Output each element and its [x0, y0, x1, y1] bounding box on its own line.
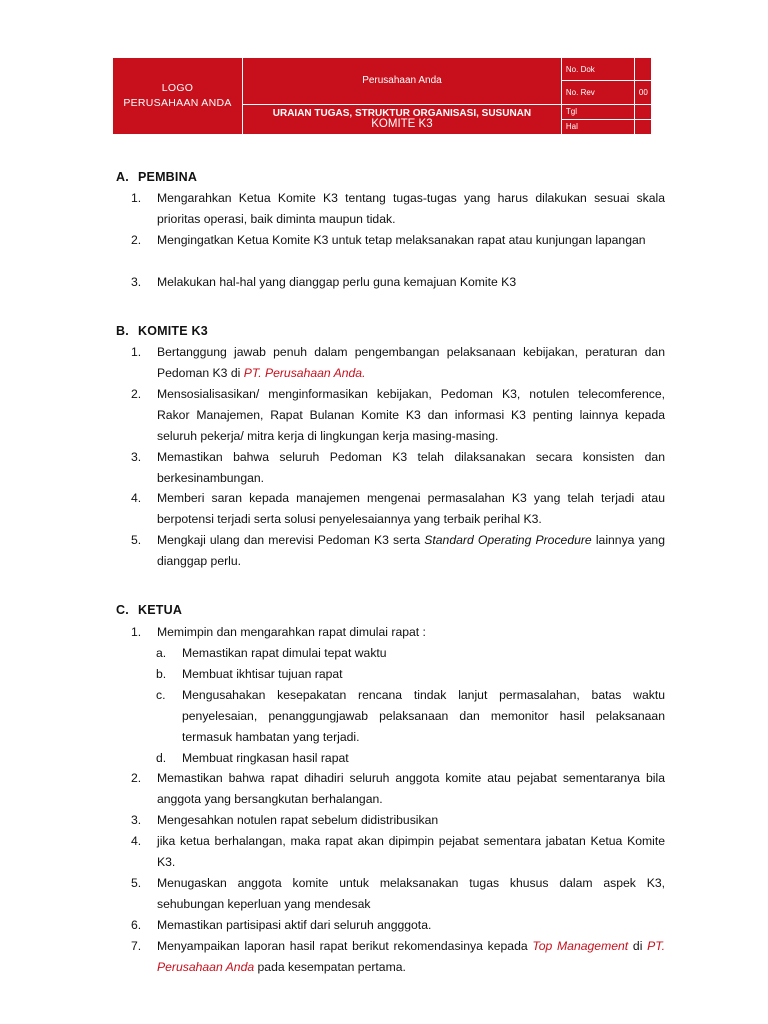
list-item: 2. Memastikan bahwa rapat dihadiri seluruh anggota komite atau pejabat sementaranya bila anggota yang bersangkutan berhalangan. — [131, 771, 665, 806]
sub-list-item: a. Memastikan rapat dimulai tepat waktu — [156, 646, 387, 660]
list-item: 5. Menugaskan anggota komite untuk melaksanakan tugas khusus dalam aspek K3, sehubungan keperluan yang mendesak — [131, 876, 665, 911]
list-item: 2. Mensosialisasikan/ menginformasikan kebijakan, Pedoman K3, notulen telecomference, Rakor Manajemen, Rapat Bulanan Komite K3 dan informasi K3 penting lainnya kepada seluruh pekerja/ mitra kerja di lingkungan kerja masing-masing. — [131, 387, 665, 443]
list-item: 1. Memimpin dan mengarahkan rapat dimulai rapat : — [131, 625, 426, 639]
list-item: 3. Mengesahkan notulen rapat sebelum didistribusikan — [131, 813, 439, 827]
list-item: 6. Memastikan partisipasi aktif dari seluruh angggota. — [131, 918, 432, 932]
field-value — [634, 58, 651, 81]
logo-line1: LOGO — [161, 82, 194, 94]
company-logo — [113, 58, 243, 135]
list-item: 1. Mengarahkan Ketua Komite K3 tentang tugas-tugas yang harus dilakukan sesuai skala prioritas operasi, baik diminta maupun tidak. — [131, 191, 665, 226]
sub-list-item: c. Mengusahakan kesepakatan rencana tindak lanjut permasalahan, batas waktu penyelesaian, penanggungjawab pelaksanaan dan memonitor hasil pelaksanaan termasuk hambatan yang terjadi. — [156, 688, 665, 744]
field-label: No. Dok — [561, 58, 634, 81]
document-header — [112, 57, 652, 135]
list-item: 4. jika ketua berhalangan, maka rapat akan dipimpin pejabat sementara jabatan Ketua Komite K3. — [131, 834, 665, 869]
field-label: Hal — [561, 119, 634, 134]
field-label: No. Rev — [561, 81, 634, 104]
company-link: PT. Perusahaan Anda — [157, 939, 666, 974]
list-item: 7. Menyampaikan laporan hasil rapat berikut rekomendasinya kepada Top Management di PT. Perusahaan Anda pada kesempatan pertama. — [131, 939, 666, 974]
list-item: 2. Mengingatkan Ketua Komite K3 untuk tetap melaksanakan rapat atau kunjungan lapangan — [131, 233, 646, 247]
document-title-main: URAIAN TUGAS, STRUKTUR ORGANISASI, SUSUNAN — [272, 108, 532, 120]
document-subtitle: KOMITE K3 — [371, 118, 433, 131]
section-heading-ketua: C. KETUA — [116, 603, 183, 617]
company-name: Perusahaan Anda — [243, 58, 562, 105]
list-item: 3. Memastikan bahwa seluruh Pedoman K3 telah dilaksanakan secara konsisten dan berkesinambungan. — [131, 450, 665, 485]
field-value — [634, 119, 651, 134]
field-label: Tgl — [561, 104, 634, 119]
document-title — [243, 104, 562, 134]
sub-list-item: b. Membuat ikhtisar tujuan rapat — [156, 667, 343, 681]
field-value — [634, 104, 651, 119]
list-item: 1. Bertanggung jawab penuh dalam pengembangan pelaksanaan kebijakan, peraturan dan Pedoman K3 di PT. Perusahaan Anda. — [131, 345, 665, 380]
list-item: 3. Melakukan hal-hal yang dianggap perlu guna kemajuan Komite K3 — [131, 275, 517, 289]
section-heading-komite: B. KOMITE K3 — [116, 324, 208, 338]
list-item: 5. Mengkaji ulang dan merevisi Pedoman K3 serta Standard Operating Procedure lainnya yang dianggap perlu. — [131, 533, 665, 568]
section-heading-pembina: A. PEMBINA — [116, 170, 198, 184]
logo-line2: PERUSAHAAN ANDA — [123, 97, 232, 109]
company-link: PT. Perusahaan Anda. — [243, 366, 366, 380]
list-item: 4. Memberi saran kepada manajemen mengenai permasalahan K3 yang telah terjadi atau berpotensi terjadi serta solusi penyelesaiannya yang terbaik perihal K3. — [131, 491, 665, 526]
top-management-text: Top Management — [532, 939, 629, 953]
sub-list-item: d. Membuat ringkasan hasil rapat — [156, 751, 349, 765]
field-value: 00 — [634, 81, 651, 104]
